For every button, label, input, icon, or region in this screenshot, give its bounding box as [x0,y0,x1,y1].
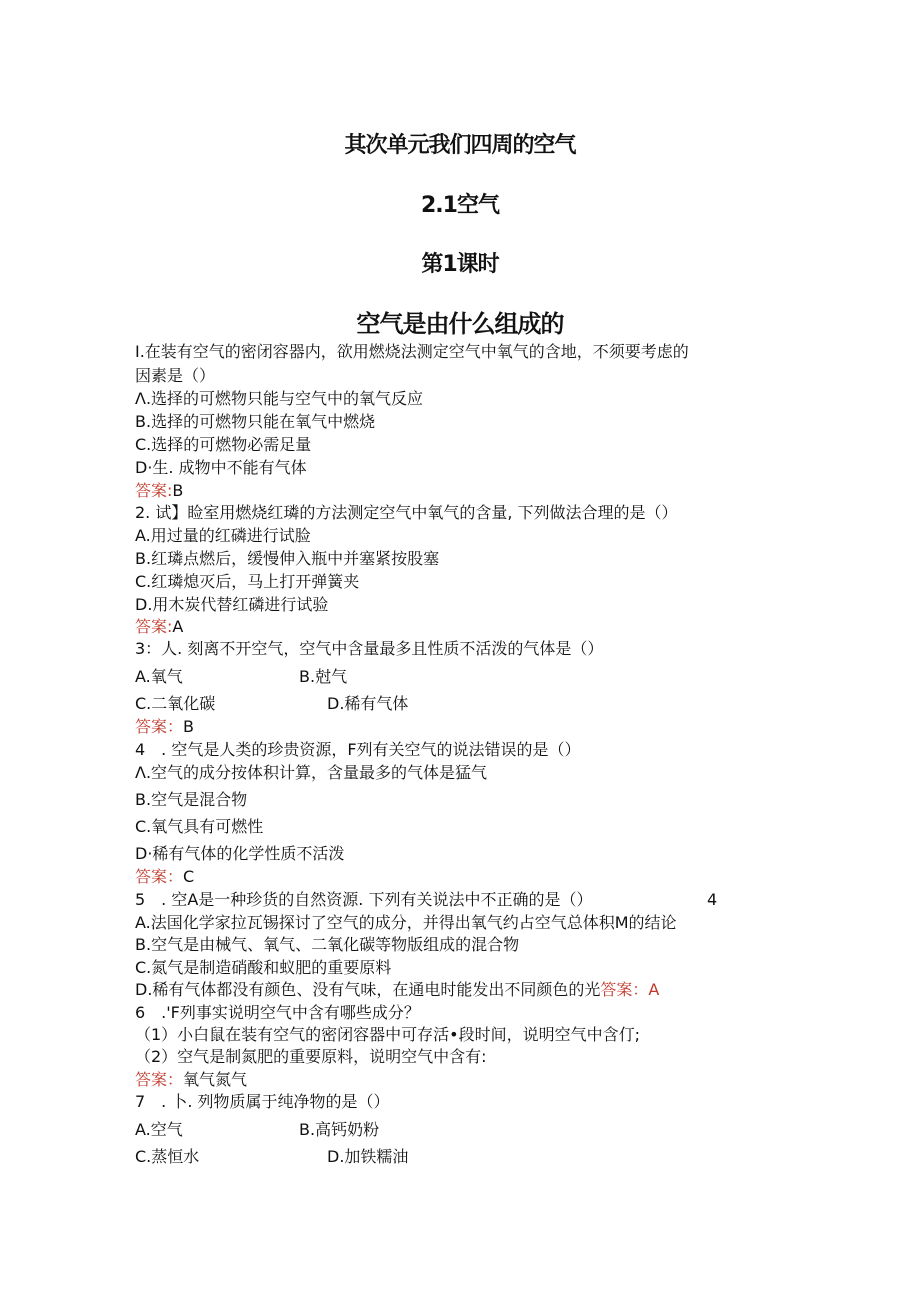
q3-answer [135,716,194,738]
q1-answer-value: B [172,481,184,500]
q6-answer-label: 答案： [135,1070,184,1089]
q5-side-number: 4 [707,890,718,909]
q6-stem: 6 .'F列事实说明空气中含有哪些成分？ [135,1003,420,1022]
q1-stem-line1: I.在装有空气的密闭容器内，欲用燃烧法测定空气中氧气的含地，不须要考虑的 [135,342,689,361]
q7-stem: 7 . 卜. 列物质属于纯净物的是（） [135,1092,390,1111]
q3-option-c: C.二氧化碳 [135,694,216,713]
q7-option-d: D.加铁糯油 [327,1147,409,1166]
q1-option-a: Λ.选择的可燃物只能与空气中的氧气反应 [135,389,424,408]
q3-option-b: B.尅气 [299,667,348,686]
q4-option-c: C.氧气具有可燃性 [135,817,264,836]
q5-option-a: A.法国化学家拉瓦锡探讨了空气的成分，并得出氧气约占空气总体积M的结论 [135,913,677,932]
q4-answer-label: 答案： [135,867,184,886]
q6-part-2: （2）空气是制氮肥的重要原料，说明空气中含有: [135,1047,487,1066]
q3-answer-label: 答案： [135,717,184,736]
q7-option-c: C.蒸恒水 [135,1147,200,1166]
q4-option-b: B.空气是混合物 [135,790,248,809]
q2-answer [135,616,183,638]
q1-stem-line2: 因素是（） [135,366,216,385]
q2-option-a: A.用过量的红磷进行试脸 [135,526,311,545]
q4-option-a: Λ.空气的成分按体积计算，含量最多的气体是猛气 [135,763,488,782]
q2-answer-label: 答案: [135,617,173,636]
q6-answer [135,1069,247,1091]
q7-options-row2 [135,1146,409,1168]
q5-option-d-row [135,979,659,1001]
q5-option-b: B.空气是由械气、氧气、二氧化碳等物版组成的混合物 [135,935,520,954]
q1-option-b: B.选择的可燃物只能在氧气中燃烧 [135,412,376,431]
q4-stem: 4 . 空气是人类的珍贵资源，F列有关空气的说法错误的是（） [135,740,581,759]
q7-options-row1 [135,1119,380,1141]
q6-part-1: （1）小白鼠在装有空气的密闭容器中可存活•段时间，说明空气中含仃; [135,1025,641,1044]
q2-option-d: D.用木炭代替红磷进行试验 [135,595,329,614]
q4-option-d: D·稀有气体的化学性质不活泼 [135,844,345,863]
q2-option-b: B.红璘点燃后，缓慢伸入瓶中并塞紧按股塞 [135,549,440,568]
q1-option-c: C.选择的可燃物必需足量 [135,435,312,454]
q7-option-b: B.高钙奶粉 [299,1120,380,1139]
page-title-section: 2.1空气 [421,193,499,218]
page-title-unit: 其次单元我们四周的空气 [344,133,576,158]
q1-answer-label: 答案: [135,481,173,500]
q5-stem-row [135,889,718,911]
page-title-lesson: 第1课时 [421,252,499,277]
q1-answer [135,480,183,502]
q4-answer [135,866,194,888]
q2-stem: 2. 试】睑室用燃烧红璘的方法测定空气中氧气的含量, 下列做法合理的是（） [135,503,678,522]
q3-options-row1 [135,666,348,688]
q3-answer-value: B [183,717,194,736]
q3-options-row2 [135,693,409,715]
q4-answer-value: C [183,867,195,886]
q5-stem: 5 . 空A是一种珍货的自然资源. 下列有关说法中不正确的是（） [135,890,593,909]
q5-option-c: C.氮气是制造硝酸和蚁肥的重要原料 [135,958,392,977]
q5-answer: 答案：A [600,980,660,999]
q7-option-a: A.空气 [135,1120,183,1139]
page-title-topic: 空气是由什么组成的 [356,310,564,338]
q3-stem: 3：人. 刻离不开空气，空气中含量最多且性质不活泼的气体是（） [135,639,604,658]
q6-answer-value: 氧气氮气 [183,1070,248,1089]
q3-option-a: A.氧气 [135,667,183,686]
q2-answer-value: A [172,617,184,636]
q5-option-d: D.稀有气体都没有颜色、没有气味，在通电时能发出不同颜色的光 [135,980,601,999]
q2-option-c: C.红璘熄灭后，马上打开弹簧夹 [135,572,360,591]
q1-option-d: D·生. 成物中不能有气体 [135,458,307,477]
q3-option-d: D.稀有气体 [327,694,409,713]
